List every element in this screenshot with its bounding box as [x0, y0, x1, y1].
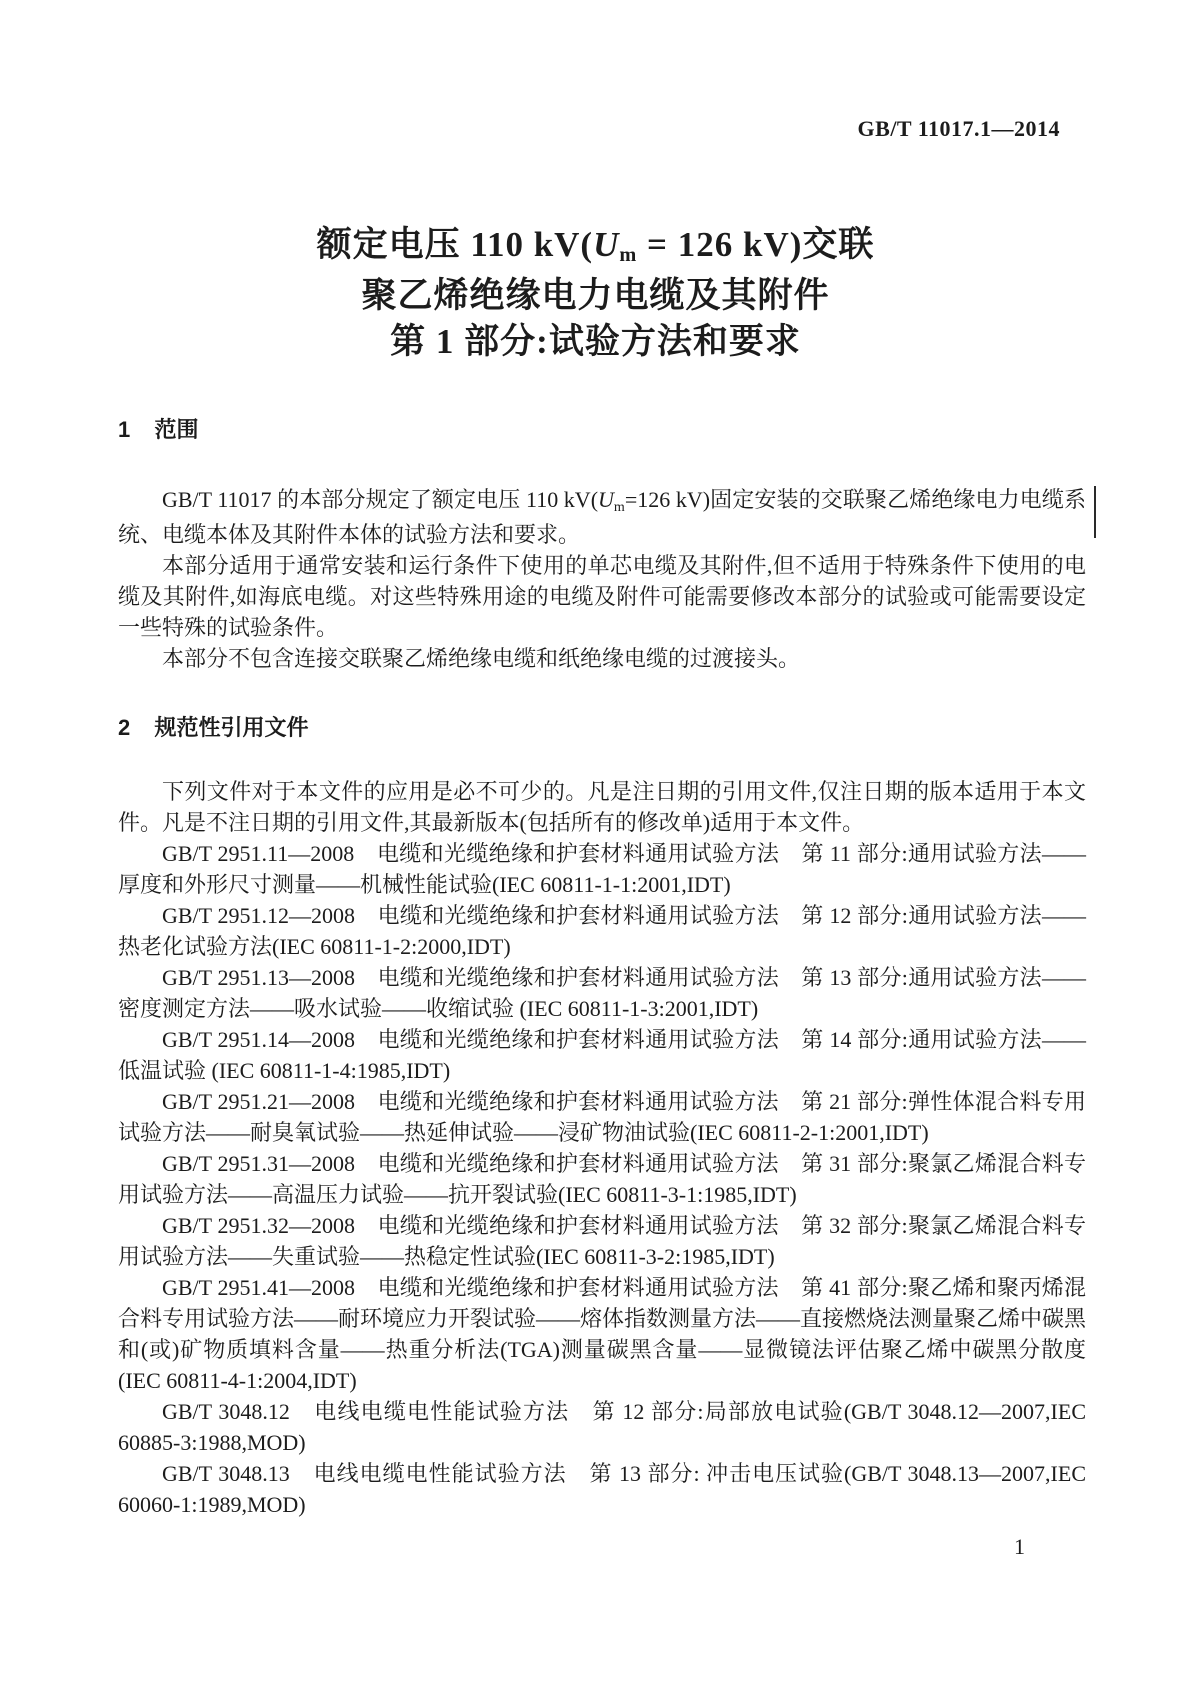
reference-item-9: GB/T 3048.12 电线电缆电性能试验方法 第 12 部分:局部放电试验(GB/T 3048.12—2007,IEC 60885-3:1988,MOD)	[118, 1399, 1086, 1455]
reference-item-7: GB/T 2951.32—2008 电缆和光缆绝缘和护套材料通用试验方法 第 32 部分:聚氯乙烯混合料专用试验方法——失重试验——热稳定性试验(IEC 60811-3-2:1985,IDT)	[118, 1213, 1086, 1269]
title-line-1-post: = 126 kV)交联	[637, 225, 875, 264]
title-line-1-pre: 额定电压 110 kV(	[316, 225, 594, 264]
page-number: 1	[1014, 1534, 1025, 1559]
reference-item-3: GB/T 2951.13—2008 电缆和光缆绝缘和护套材料通用试验方法 第 13 部分:通用试验方法——密度测定方法——吸水试验——收缩试验 (IEC 60811-1-3:2001,IDT)	[118, 965, 1086, 1021]
page-body	[118, 414, 1086, 1520]
references-intro: 下列文件对于本文件的应用是必不可少的。凡是注日期的引用文件,仅注日期的版本适用于本文件。凡是不注日期的引用文件,其最新版本(包括所有的修改单)适用于本文件。	[118, 779, 1086, 835]
clause-number: 1	[118, 417, 131, 442]
scope-paragraph-1-post: =126 kV)固定安装的交联聚乙烯绝缘电力电缆系统、电缆本体及其附件本体的试验方法和要求。	[118, 487, 1087, 547]
title-line-2: 聚乙烯绝缘电力电缆及其附件	[361, 276, 830, 315]
voltage-symbol-inline: U	[598, 487, 614, 512]
reference-item-4: GB/T 2951.14—2008 电缆和光缆绝缘和护套材料通用试验方法 第 14 部分:通用试验方法——低温试验 (IEC 60811-1-4:1985,IDT)	[118, 1027, 1086, 1083]
section-2-heading	[118, 712, 1086, 743]
reference-item-5: GB/T 2951.21—2008 电缆和光缆绝缘和护套材料通用试验方法 第 21 部分:弹性体混合料专用试验方法——耐臭氧试验——热延伸试验——浸矿物油试验(IEC 60811-2-1:2001,IDT)	[118, 1089, 1086, 1145]
title-line-3: 第 1 部分:试验方法和要求	[390, 322, 801, 361]
reference-item-6: GB/T 2951.31—2008 电缆和光缆绝缘和护套材料通用试验方法 第 31 部分:聚氯乙烯混合料专用试验方法——高温压力试验——抗开裂试验(IEC 60811-3-1:1985,IDT)	[118, 1151, 1086, 1207]
standard-code: GB/T 11017.1—2014	[857, 116, 1060, 141]
clause-title: 规范性引用文件	[154, 715, 309, 740]
voltage-symbol-inline-subscript: m	[613, 500, 625, 515]
reference-item-2: GB/T 2951.12—2008 电缆和光缆绝缘和护套材料通用试验方法 第 12 部分:通用试验方法——热老化试验方法(IEC 60811-1-2:2000,IDT)	[118, 903, 1086, 959]
scope-paragraph-3: 本部分不包含连接交联聚乙烯绝缘电缆和纸绝缘电缆的过渡接头。	[162, 646, 801, 671]
voltage-symbol-subscript: m	[619, 244, 638, 267]
scope-paragraph-2: 本部分适用于通常安装和运行条件下使用的单芯电缆及其附件,但不适用于特殊条件下使用的电缆及其附件,如海底电缆。对这些特殊用途的电缆及附件可能需要修改本部分的试验或可能需要设定一些特殊的试验条件。	[118, 553, 1086, 640]
clause-title: 范围	[154, 417, 199, 442]
scope-paragraph-1-pre: GB/T 11017 的本部分规定了额定电压 110 kV(	[162, 487, 599, 512]
reference-item-8: GB/T 2951.41—2008 电缆和光缆绝缘和护套材料通用试验方法 第 41 部分:聚乙烯和聚丙烯混合料专用试验方法——耐环境应力开裂试验——熔体指数测量方法——直接燃烧法测量聚乙烯中碳黑和(或)矿物质填料含量——热重分析法(TGA)测量碳黑含量——显微镜法评估聚乙烯中碳黑分散度(IEC 60811-4-1:2004,IDT)	[118, 1275, 1087, 1393]
voltage-symbol: U	[593, 225, 620, 264]
clause-number: 2	[118, 715, 131, 740]
title-line-1	[0, 222, 1191, 273]
section-1-heading	[118, 414, 1086, 445]
reference-item-10: GB/T 3048.13 电线电缆电性能试验方法 第 13 部分: 冲击电压试验(GB/T 3048.13—2007,IEC 60060-1:1989,MOD)	[118, 1461, 1086, 1517]
reference-item-1: GB/T 2951.11—2008 电缆和光缆绝缘和护套材料通用试验方法 第 11 部分:通用试验方法——厚度和外形尺寸测量——机械性能试验(IEC 60811-1-1:2001,IDT)	[118, 841, 1086, 897]
scope-paragraph-1	[118, 484, 1086, 550]
document-title	[0, 222, 1191, 365]
revision-change-bar-mark	[1094, 486, 1096, 538]
